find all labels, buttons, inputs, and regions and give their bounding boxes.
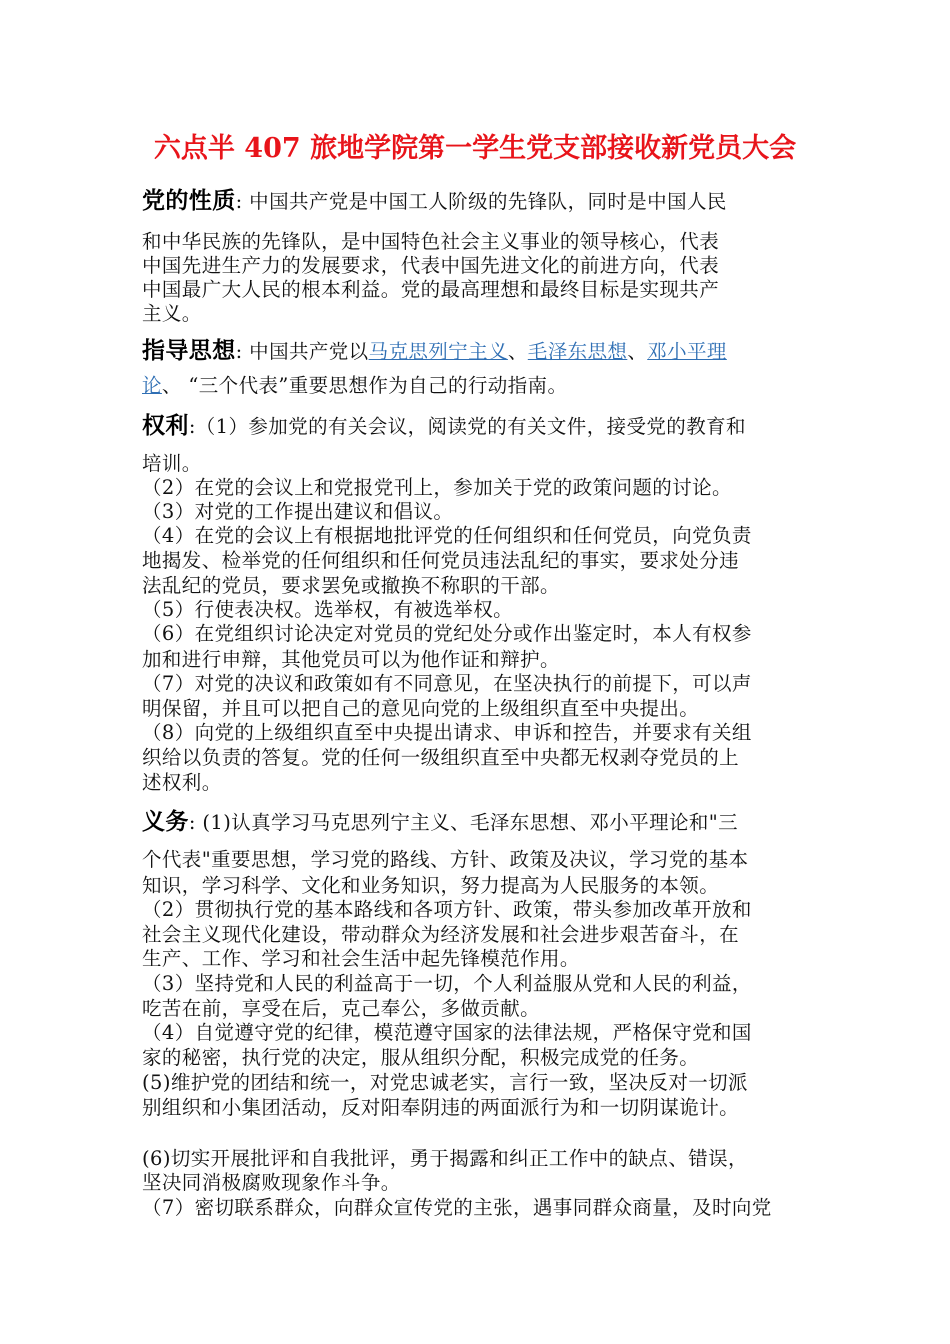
rights-line-8: （5）行使表决权。选举权，有被选举权。 <box>142 598 514 621</box>
duties-line-12: 别组织和小集团活动，反对阳奉阴违的两面派行为和一切阴谋诡计。 <box>142 1096 740 1119</box>
rights-line-4: （3）对党的工作提出建议和倡议。 <box>142 500 454 523</box>
nature-line-4: 中国最广大人民的根本利益。党的最高理想和最终目标是实现共产 <box>142 278 720 301</box>
ideology-line-2 <box>142 373 812 399</box>
duties-line-1 <box>142 809 812 836</box>
ideology-prefix: : 中国共产党以 <box>235 340 369 363</box>
rights-line-11: （7）对党的决议和政策如有不同意见，在坚决执行的前提下，可以声 <box>142 672 752 695</box>
rights-line-7: 法乱纪的党员，要求罢免或撤换不称职的干部。 <box>142 574 560 597</box>
nature-heading: 党的性质 <box>142 188 236 214</box>
duties-line-14: 坚决同消极腐败现象作斗争。 <box>142 1171 401 1194</box>
rights-line-9: （6）在党组织讨论决定对党员的党纪处分或作出鉴定时，本人有权参 <box>142 622 752 645</box>
nature-line-2: 和中华民族的先锋队，是中国特色社会主义事业的领导核心，代表 <box>142 230 720 253</box>
duties-line-11: (5)维护党的团结和统一，对党忠诚老实，言行一致，坚决反对一切派 <box>142 1071 748 1094</box>
nature-text: : 中国共产党是中国工人阶级的先锋队，同时是中国人民 <box>235 190 727 213</box>
rights-line-2: 培训。 <box>142 452 202 475</box>
nature-line-5: 主义。 <box>142 302 202 325</box>
rights-line-14: 织给以负责的答复。党的任何一级组织直至中央都无权剥夺党员的上 <box>142 746 740 769</box>
rights-line-6: 地揭发、检举党的任何组织和任何党员违法乱纪的事实，要求处分违 <box>142 549 740 572</box>
nature-line-3: 中国先进生产力的发展要求，代表中国先进文化的前进方向，代表 <box>142 254 720 277</box>
rights-text: :（1）参加党的有关会议，阅读党的有关文件，接受党的教育和 <box>188 415 746 438</box>
link-deng-xiaoping-theory-cont[interactable]: 论 <box>142 374 162 397</box>
link-deng-xiaoping-theory[interactable]: 邓小平理 <box>647 340 727 363</box>
rights-line-3: （2）在党的会议上和党报党刊上，参加关于党的政策问题的讨论。 <box>142 476 732 499</box>
duties-text: : (1)认真学习马克思列宁主义、毛泽东思想、邓小平理论和"三 <box>188 811 739 834</box>
rights-line-13: （8）向党的上级组织直至中央提出请求、申诉和控告，并要求有关组 <box>142 721 752 744</box>
rights-line-1 <box>142 413 812 440</box>
ideology-suffix: 、 “三个代表”重要思想作为自己的行动指南。 <box>161 374 568 397</box>
duties-heading: 义务 <box>142 809 189 835</box>
duties-line-7: （3）坚持党和人民的利益高于一切，个人利益服从党和人民的利益， <box>142 972 752 995</box>
duties-line-10: 家的秘密，执行党的决定，服从组织分配，积极完成党的任务。 <box>142 1046 700 1069</box>
duties-line-6: 生产、工作、学习和社会生活中起先锋模范作用。 <box>142 947 580 970</box>
duties-line-13: (6)切实开展批评和自我批评，勇于揭露和纠正工作中的缺点、错误， <box>142 1147 748 1170</box>
ideology-separator: 、 <box>627 340 648 363</box>
nature-line-1 <box>142 188 812 215</box>
ideology-separator: 、 <box>507 340 528 363</box>
duties-line-2: 个代表"重要思想，学习党的路线、方针、政策及决议，学习党的基本 <box>142 848 749 871</box>
duties-line-15: （7）密切联系群众，向群众宣传党的主张，遇事同群众商量，及时向党 <box>142 1196 772 1219</box>
link-mao-zedong-thought[interactable]: 毛泽东思想 <box>527 340 628 363</box>
duties-line-4: （2）贯彻执行党的基本路线和各项方针、政策，带头参加改革开放和 <box>142 898 752 921</box>
ideology-line-1 <box>142 338 812 365</box>
rights-line-15: 述权利。 <box>142 771 222 794</box>
rights-line-5: （4）在党的会议上有根据地批评党的任何组织和任何党员，向党负责 <box>142 524 752 547</box>
page-title: 六点半 407 旅地学院第一学生党支部接收新党员大会 <box>153 133 797 164</box>
rights-line-12: 明保留，并且可以把自己的意见向党的上级组织直至中央提出。 <box>142 697 700 720</box>
rights-heading: 权利 <box>142 413 189 439</box>
duties-line-9: （4）自觉遵守党的纪律，模范遵守国家的法律法规，严格保守党和国 <box>142 1021 752 1044</box>
duties-line-8: 吃苦在前，享受在后，克己奉公，多做贡献。 <box>142 997 541 1020</box>
ideology-heading: 指导思想 <box>142 338 236 364</box>
duties-line-3: 知识，学习科学、文化和业务知识，努力提高为人民服务的本领。 <box>142 874 720 897</box>
rights-line-10: 加和进行申辩，其他党员可以为他作证和辩护。 <box>142 648 560 671</box>
link-marxism-leninism[interactable]: 马克思列宁主义 <box>368 340 508 363</box>
duties-line-5: 社会主义现代化建设，带动群众为经济发展和社会进步艰苦奋斗，在 <box>142 923 740 946</box>
